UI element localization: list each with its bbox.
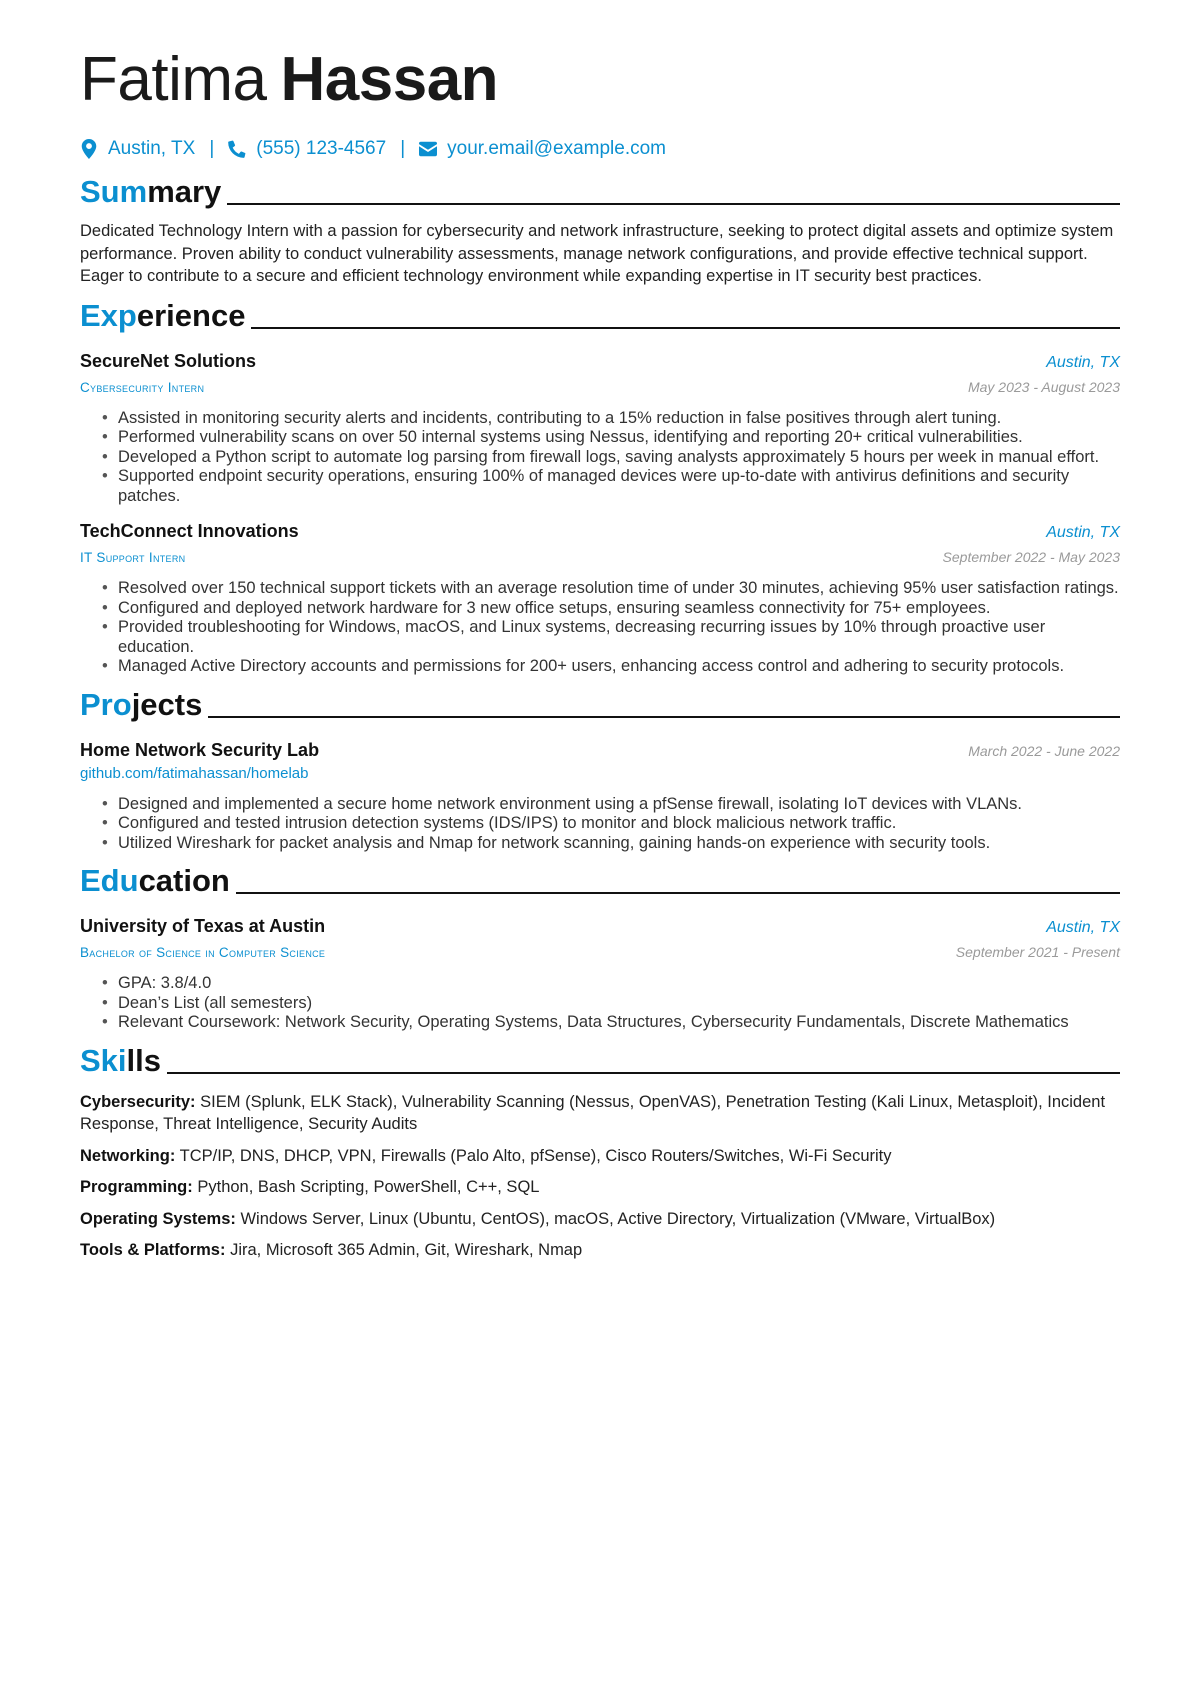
section-experience-heading — [80, 296, 1120, 336]
entry-dates: March 2022 - June 2022 — [968, 742, 1120, 759]
skill-row — [80, 1239, 1120, 1262]
title-rest: jects — [131, 686, 203, 722]
title-accent: Ski — [80, 1042, 127, 1078]
bullet-list — [80, 579, 1120, 677]
skill-label: Programming: — [80, 1178, 193, 1196]
title-rest: mary — [147, 174, 222, 209]
project-name: Home Network Security Lab — [80, 739, 320, 760]
title-rest: cation — [138, 863, 230, 898]
job-role: Cybersecurity Intern — [80, 379, 205, 395]
company-name: SecureNet Solutions — [80, 350, 257, 371]
bullet-item: • Assisted in monitoring security alerts and incidents, contributing to a 15% reduction in false positives through alert tuning. — [102, 409, 1120, 429]
contact-bar — [80, 134, 1120, 164]
section-title — [80, 172, 221, 212]
skill-label: Networking: — [80, 1146, 176, 1165]
section-education-heading — [80, 861, 1120, 901]
first-name: Fatima — [80, 45, 267, 114]
map-pin-icon — [80, 139, 98, 159]
entry-dates: September 2021 - Present — [955, 944, 1120, 960]
section-rule — [227, 203, 1120, 205]
section-rule — [236, 892, 1120, 894]
bullet-item: • Configured and deployed network hardware for 3 new office setups, ensuring seamless connectivity for 75+ employees. — [102, 599, 1120, 619]
entry-location: Austin, TX — [1046, 524, 1120, 541]
phone-icon — [228, 139, 246, 159]
bullet-item: • Provided troubleshooting for Windows, macOS, and Linux systems, decreasing recurring issues by 10% through proactive user education. — [102, 618, 1120, 657]
section-rule — [167, 1072, 1120, 1074]
section-rule — [251, 327, 1120, 329]
school-name: University of Texas at Austin — [80, 916, 326, 936]
title-rest: lls — [126, 1042, 161, 1078]
bullet-item: • Resolved over 150 technical support tickets with an average resolution time of under 30 minutes, achieving 95% user satisfaction ratings. — [102, 579, 1120, 599]
last-name: Hassan — [280, 45, 499, 114]
title-accent: Edu — [80, 863, 139, 898]
degree: Bachelor of Science in Computer Science — [80, 945, 326, 960]
title-accent: Pro — [80, 686, 132, 722]
skill-value: Jira, Microsoft 365 Admin, Git, Wireshark, Nmap — [230, 1241, 583, 1259]
project-entry — [80, 737, 1120, 854]
skills-list — [80, 1091, 1120, 1262]
bullet-item: • Utilized Wireshark for packet analysis and Nmap for network scanning, gaining hands-on experience with security tools. — [102, 834, 1120, 854]
title-accent: Sum — [80, 174, 148, 209]
envelope-icon — [419, 139, 437, 159]
contact-email[interactable] — [419, 138, 666, 160]
section-title — [80, 685, 202, 725]
phone-text[interactable]: (555) 123-4567 — [256, 138, 387, 159]
job-role: IT Support Intern — [80, 550, 186, 565]
bullet-item: • Developed a Python script to automate log parsing from firewall logs, saving analysts approximately 5 hours per week in manual effort. — [102, 448, 1120, 468]
skill-row — [80, 1208, 1120, 1231]
skill-label: Cybersecurity: — [80, 1092, 196, 1111]
skill-value: TCP/IP, DNS, DHCP, VPN, Firewalls (Palo Alto, pfSense), Cisco Routers/Switches, Wi-Fi Security — [179, 1146, 892, 1165]
section-skills-heading — [80, 1041, 1120, 1081]
skill-label: Operating Systems: — [80, 1209, 236, 1228]
email-text[interactable]: your.email@example.com — [447, 138, 666, 159]
company-name: TechConnect Innovations — [80, 521, 299, 541]
education-entry — [80, 913, 1120, 1033]
section-projects-heading — [80, 685, 1120, 725]
section-title — [80, 861, 230, 901]
resume-page — [80, 40, 1120, 1271]
bullet-list — [80, 795, 1120, 854]
experience-entry — [80, 518, 1120, 677]
summary-text: Dedicated Technology Intern with a passion for cybersecurity and network infrastructure, seeking to protect digital assets and optimize system performance. Proven ability to conduct vulnerability assessments, manage network configurations, and provide effective technical support. Eager to contribute to a secure and efficient technology environment while expanding expertise in IT security best practices. — [80, 222, 1114, 285]
skill-value: Windows Server, Linux (Ubuntu, CentOS), macOS, Active Directory, Virtualization (VMware, VirtualBox) — [240, 1209, 996, 1228]
entry-location: Austin, TX — [1046, 919, 1120, 936]
project-link[interactable]: github.com/fatimahassan/homelab — [80, 764, 309, 782]
skill-label: Tools & Platforms: — [80, 1241, 226, 1259]
bullet-item: • GPA: 3.8/4.0 — [102, 974, 1120, 994]
section-summary-heading — [80, 172, 1120, 212]
location-text: Austin, TX — [108, 138, 196, 159]
experience-entry — [80, 348, 1120, 507]
bullet-item: • Designed and implemented a secure home network environment using a pfSense firewall, isolating IoT devices with VLANs. — [102, 795, 1120, 815]
section-rule — [208, 716, 1120, 718]
bullet-item: • Performed vulnerability scans on over 50 internal systems using Nessus, identifying and reporting 20+ critical vulnerabilities. — [102, 428, 1120, 448]
section-title — [80, 1041, 161, 1081]
contact-location — [80, 138, 195, 160]
section-title — [80, 296, 245, 336]
candidate-name — [80, 40, 1120, 120]
skill-row — [80, 1145, 1120, 1168]
contact-separator: | — [209, 138, 215, 159]
title-rest: erience — [136, 297, 246, 333]
skill-value: Python, Bash Scripting, PowerShell, C++, SQL — [197, 1178, 540, 1196]
skill-row — [80, 1176, 1120, 1199]
contact-phone[interactable] — [228, 138, 386, 160]
bullet-item: • Supported endpoint security operations, ensuring 100% of managed devices were up-to-date with antivirus definitions and security patches. — [102, 467, 1120, 506]
bullet-item: • Dean’s List (all semesters) — [102, 994, 1120, 1014]
bullet-list — [80, 409, 1120, 507]
skill-value: SIEM (Splunk, ELK Stack), Vulnerability Scanning (Nessus, OpenVAS), Penetration Testing (Kali Linux, Metasploit), Incident Response, Threat Intelligence, Security Audits — [80, 1092, 1106, 1133]
contact-separator: | — [400, 138, 406, 159]
bullet-item: • Relevant Coursework: Network Security, Operating Systems, Data Structures, Cybersecurity Fundamentals, Discrete Mathematics — [102, 1013, 1120, 1033]
entry-location: Austin, TX — [1046, 353, 1120, 371]
title-accent: Exp — [80, 297, 137, 333]
entry-dates: May 2023 - August 2023 — [967, 378, 1120, 395]
bullet-item: • Configured and tested intrusion detection systems (IDS/IPS) to monitor and block malicious network traffic. — [102, 814, 1120, 834]
bullet-list — [80, 974, 1120, 1033]
skill-row — [80, 1091, 1120, 1136]
entry-dates: September 2022 - May 2023 — [942, 549, 1120, 565]
bullet-item: • Managed Active Directory accounts and permissions for 200+ users, enhancing access control and adhering to security protocols. — [102, 657, 1120, 677]
